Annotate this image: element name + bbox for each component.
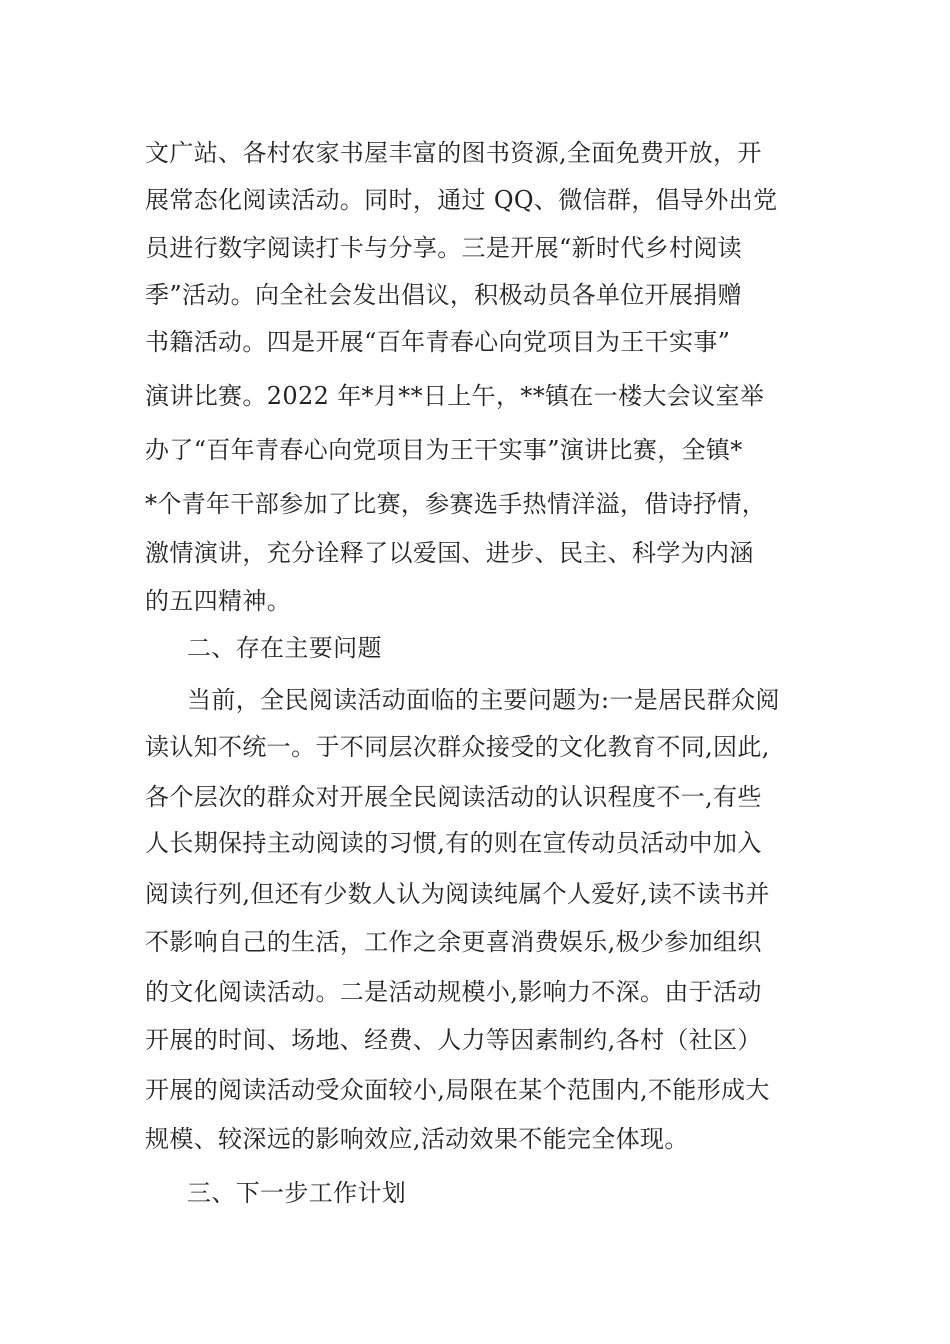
text-line: 开展的时间、场地、经费、人力等因素制约,各村（社区） (145, 1026, 762, 1054)
text-line: 书籍活动。四是开展“百年青春心向党项目为王干实事” (145, 328, 731, 356)
text-line: 开展的阅读活动受众面较小,局限在某个范围内,不能形成大 (145, 1076, 770, 1104)
section-heading: 二、存在主要问题 (187, 634, 382, 662)
text-line: 当前，全民阅读活动面临的主要问题为:一是居民群众阅 (187, 686, 780, 714)
text-line: *个青年干部参加了比赛，参赛选手热情洋溢，借诗抒情， (145, 490, 767, 518)
text-line: 员进行数字阅读打卡与分享。三是开展“新时代乡村阅读 (145, 234, 743, 262)
text-line: 的五四精神。 (145, 587, 292, 615)
text-line: 各个层次的群众对开展全民阅读活动的认识程度不一,有些 (145, 783, 762, 811)
text-line: 人长期保持主动阅读的习惯,有的则在宣传动员活动中加入 (145, 829, 762, 857)
text-line: 不影响自己的生活，工作之余更喜消费娱乐,极少参加组织 (145, 928, 762, 956)
text-line: 读认知不统一。于不同层次群众接受的文化教育不同,因此, (145, 733, 770, 761)
text-line: 季”活动。向全社会发出倡议，积极动员各单位开展捐赠 (145, 281, 743, 309)
text-line: 规模、较深远的影响效应,活动效果不能完全体现。 (145, 1125, 689, 1153)
text-line: 文广站、各村农家书屋丰富的图书资源,全面免费开放，开 (145, 139, 762, 167)
text-line: 展常态化阅读活动。同时，通过 QQ、微信群，倡导外出党 (145, 186, 778, 214)
text-line: 的文化阅读活动。二是活动规模小,影响力不深。由于活动 (145, 978, 762, 1006)
text-line: 激情演讲，充分诠释了以爱国、进步、民主、科学为内涵 (145, 539, 754, 567)
section-heading: 三、下一步工作计划 (187, 1179, 407, 1207)
text-line: 演讲比赛。2022 年*月**日上午，**镇在一楼大会议室举 (145, 382, 765, 410)
text-line: 办了“百年青春心向党项目为王干实事”演讲比赛，全镇* (145, 436, 743, 464)
text-line: 阅读行列,但还有少数人认为阅读纯属个人爱好,读不读书并 (145, 880, 770, 908)
